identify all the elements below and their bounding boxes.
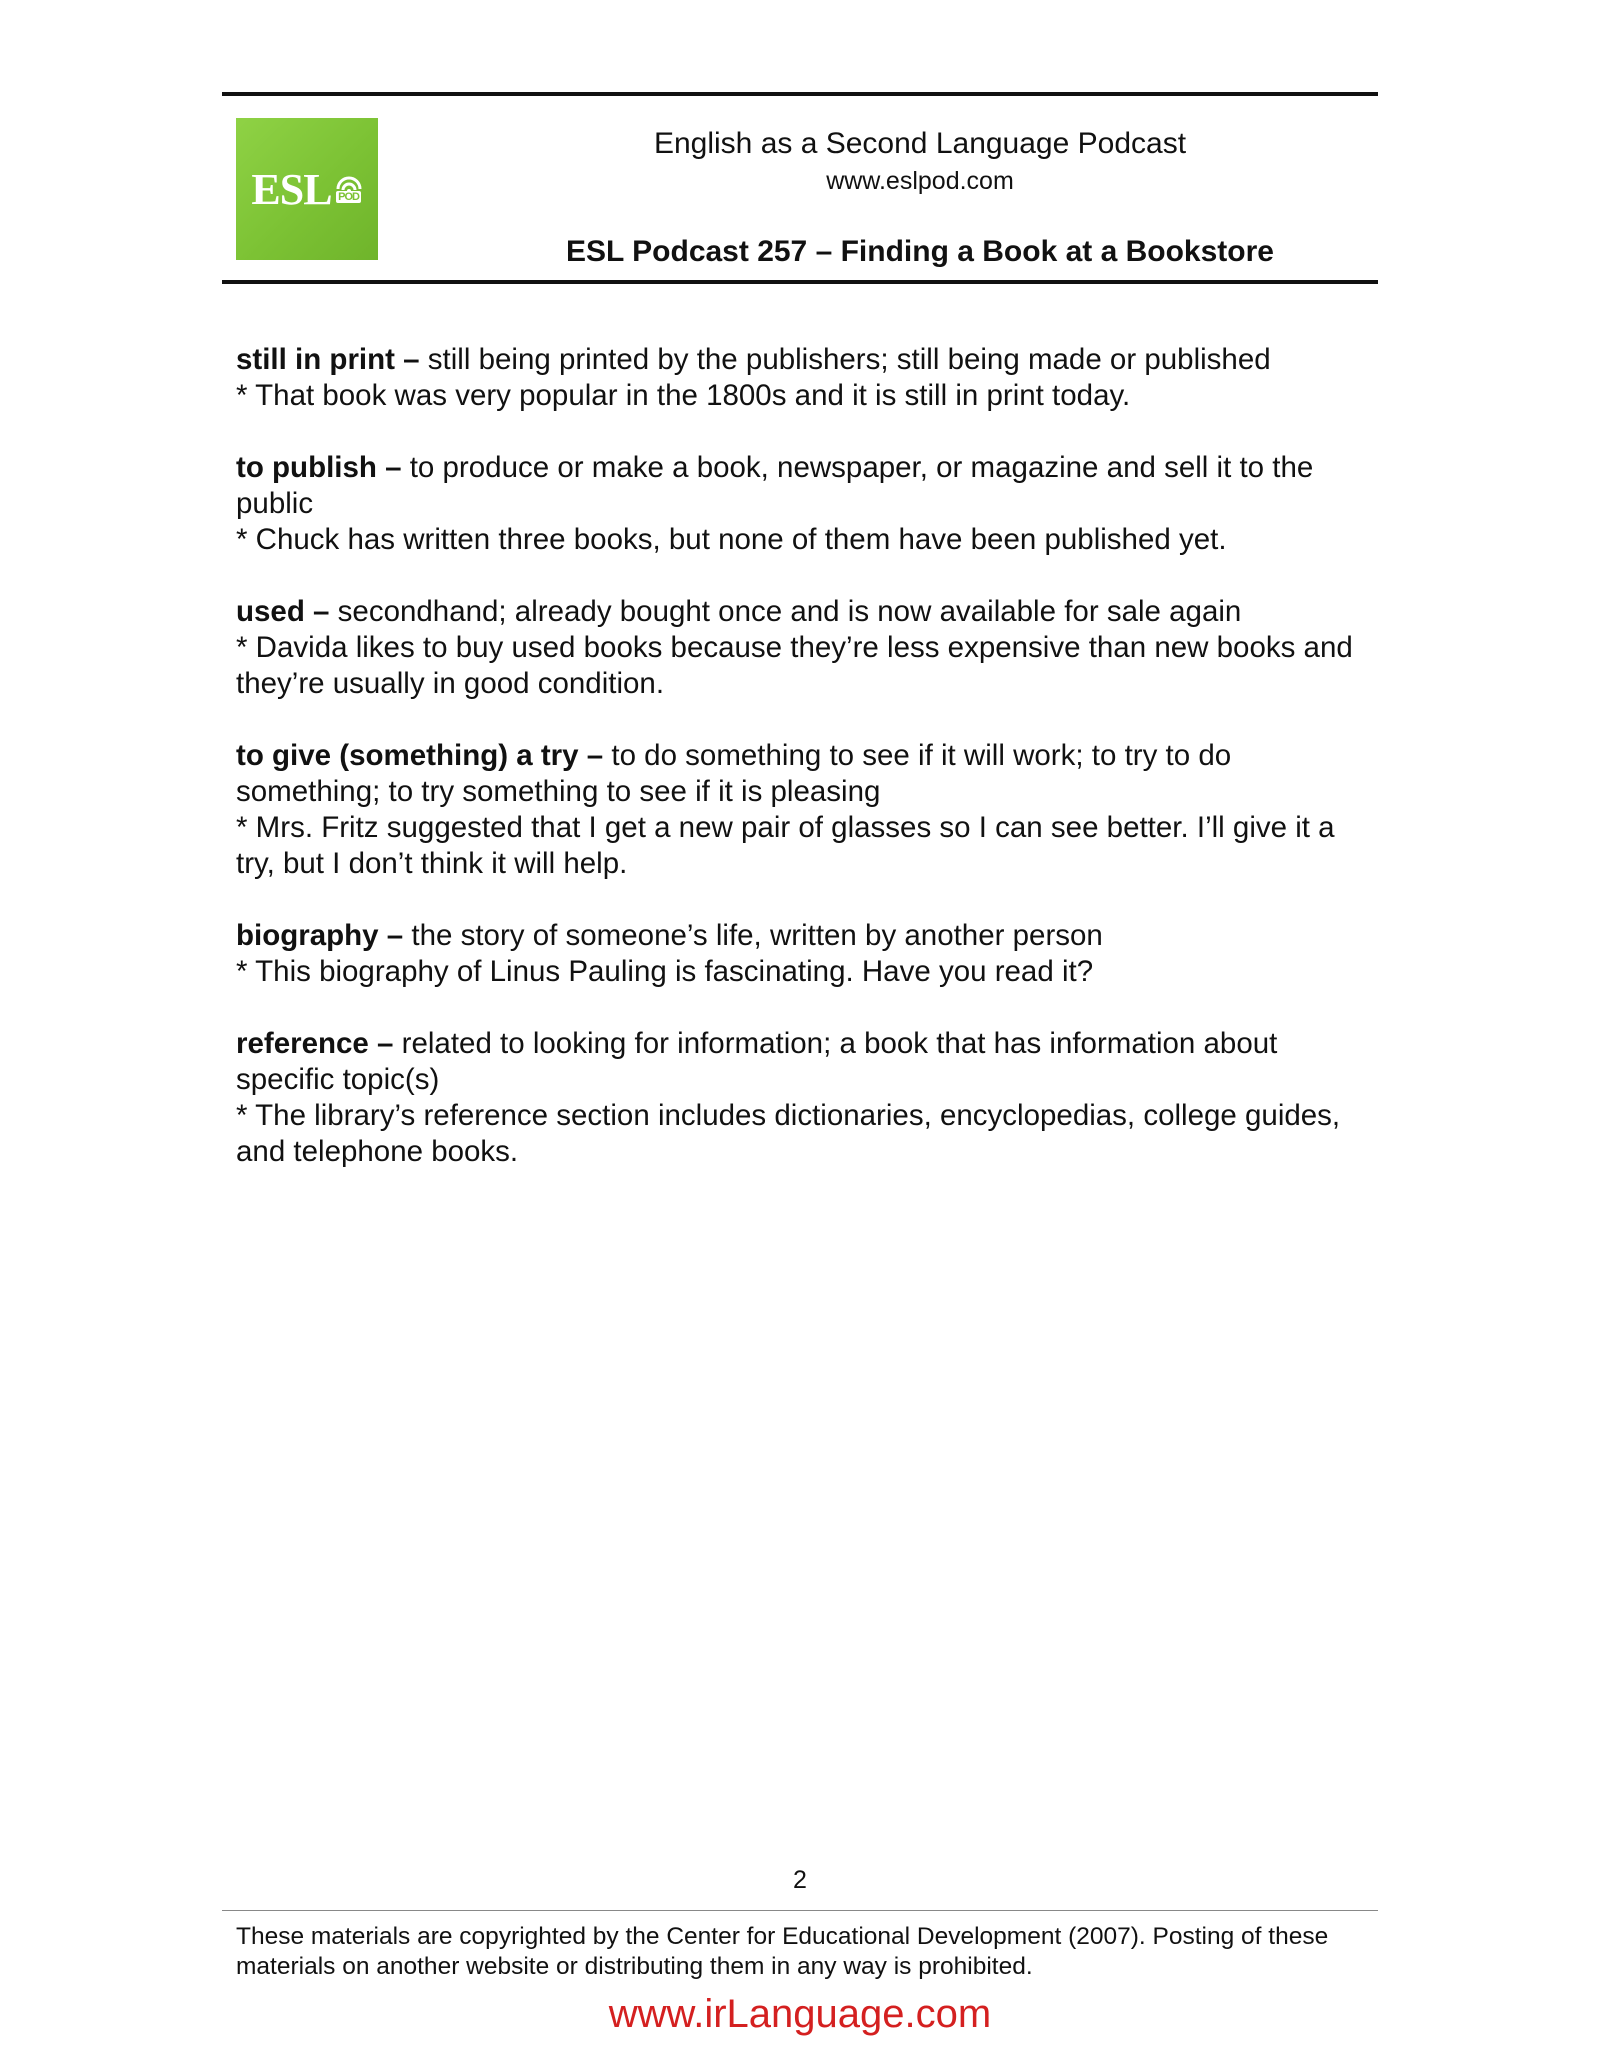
glossary-definition: secondhand; already bought once and is now available for sale again xyxy=(329,595,1242,628)
copyright-notice: These materials are copyrighted by the Center for Educational Development (2007). Posting of these materials on another website or distributing them in any way is prohibited. xyxy=(236,1923,1329,1980)
glossary-entry xyxy=(236,450,1376,558)
glossary-example: * Davida likes to buy used books because they’re less expensive than new books and they’re usually in good condition. xyxy=(236,631,1353,700)
glossary-list xyxy=(236,342,1376,1206)
page-number: 2 xyxy=(793,1866,807,1894)
glossary-example: * Chuck has written three books, but none of them have been published yet. xyxy=(236,523,1227,556)
episode-title: ESL Podcast 257 – Finding a Book at a Bookstore xyxy=(566,235,1274,268)
header-bottom-rule xyxy=(222,280,1378,284)
glossary-definition: the story of someone’s life, written by another person xyxy=(403,919,1103,952)
glossary-definition: to do something to see if it will work; to try to do something; to try something to see if it is pleasing xyxy=(236,739,1232,808)
glossary-entry xyxy=(236,918,1376,990)
glossary-entry xyxy=(236,1026,1376,1170)
glossary-term: biography – xyxy=(236,919,404,952)
site-title: English as a Second Language Podcast xyxy=(653,127,1187,160)
logo-badge: POD xyxy=(338,191,359,203)
eslpod-logo xyxy=(236,118,378,260)
glossary-example: * This biography of Linus Pauling is fascinating. Have you read it? xyxy=(236,955,1094,988)
glossary-example: * Mrs. Fritz suggested that I get a new pair of glasses so I can see better. I’ll give it a try, but I don’t think it will help. xyxy=(236,811,1335,880)
header-top-rule xyxy=(222,92,1378,96)
logo-text: ESL xyxy=(251,164,332,214)
site-url: www.eslpod.com xyxy=(826,167,1014,195)
glossary-term: to give (something) a try – xyxy=(236,739,604,772)
glossary-example: * The library’s reference section includes dictionaries, encyclopedias, college guides, and telephone books. xyxy=(236,1099,1341,1168)
watermark-link[interactable]: www.irLanguage.com xyxy=(608,1992,992,2036)
glossary-definition: related to looking for information; a book that has information about specific topic(s) xyxy=(236,1027,1278,1096)
glossary-term: to publish – xyxy=(236,451,402,484)
glossary-example: * That book was very popular in the 1800s and it is still in print today. xyxy=(236,379,1131,412)
glossary-term: reference – xyxy=(236,1027,394,1060)
glossary-entry xyxy=(236,738,1376,882)
glossary-entry xyxy=(236,594,1376,702)
glossary-definition: still being printed by the publishers; still being made or published xyxy=(419,343,1271,376)
glossary-term: used – xyxy=(236,595,330,628)
glossary-entry xyxy=(236,342,1376,414)
glossary-definition: to produce or make a book, newspaper, or magazine and sell it to the public xyxy=(236,451,1314,520)
glossary-term: still in print – xyxy=(236,343,420,376)
footer-rule xyxy=(222,1910,1378,1911)
